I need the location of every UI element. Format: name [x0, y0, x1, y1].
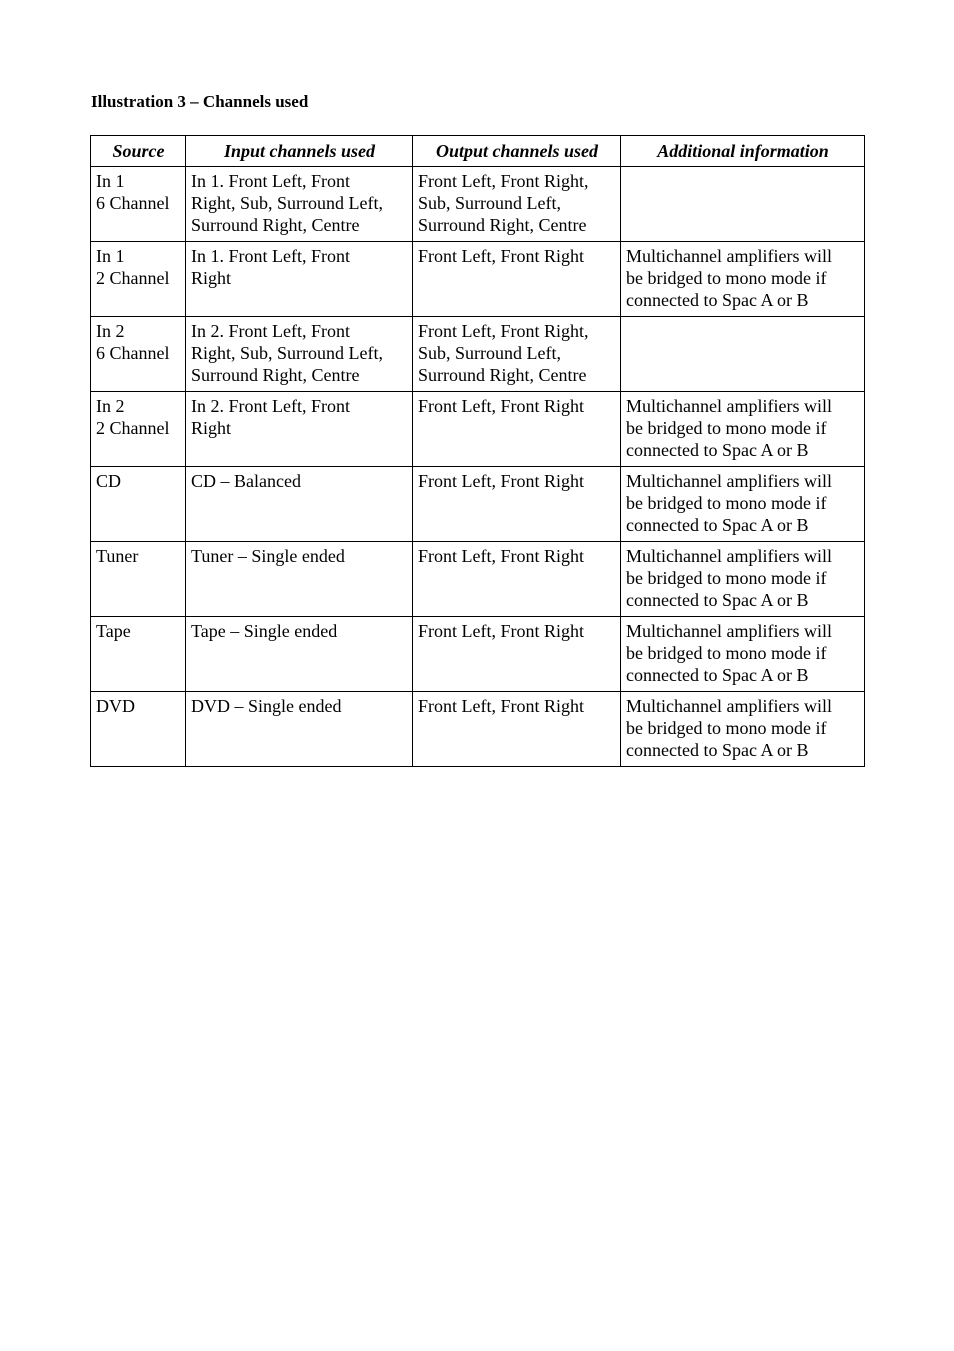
cell-input-channels-line: Right, Sub, Surround Left,: [191, 193, 383, 213]
cell-source: [91, 692, 186, 767]
cell-input-channels: [186, 617, 413, 692]
cell-input-channels-line: DVD – Single ended: [191, 696, 342, 716]
cell-source-line: 6 Channel: [96, 193, 170, 213]
cell-output-channels-line: Sub, Surround Left,: [418, 343, 561, 363]
table-row: [91, 317, 865, 392]
cell-source-line: 6 Channel: [96, 343, 170, 363]
cell-input-channels-line: In 1. Front Left, Front: [191, 246, 350, 266]
cell-additional-information-line: connected to Spac A or B: [626, 740, 809, 760]
cell-input-channels-line: In 2. Front Left, Front: [191, 321, 350, 341]
cell-additional-information-line: connected to Spac A or B: [626, 665, 809, 685]
cell-additional-information: [621, 392, 865, 467]
cell-output-channels-line: Front Left, Front Right,: [418, 171, 589, 191]
cell-additional-information-line: Multichannel amplifiers will: [626, 621, 832, 641]
cell-additional-information-line: be bridged to mono mode if: [626, 268, 827, 288]
cell-input-channels-line: Right, Sub, Surround Left,: [191, 343, 383, 363]
cell-additional-information-line: connected to Spac A or B: [626, 290, 809, 310]
header-output-channels: Output channels used: [413, 136, 621, 167]
cell-source-line: Tape: [96, 621, 131, 641]
cell-source: [91, 467, 186, 542]
cell-output-channels: [413, 692, 621, 767]
cell-input-channels: [186, 692, 413, 767]
cell-input-channels: [186, 242, 413, 317]
cell-source-line: Tuner: [96, 546, 139, 566]
table-row: [91, 617, 865, 692]
cell-additional-information: [621, 167, 865, 242]
cell-input-channels-line: CD – Balanced: [191, 471, 301, 491]
cell-input-channels: [186, 167, 413, 242]
cell-additional-information: [621, 692, 865, 767]
cell-output-channels: [413, 617, 621, 692]
cell-additional-information-line: Multichannel amplifiers will: [626, 396, 832, 416]
cell-output-channels-line: Sub, Surround Left,: [418, 193, 561, 213]
cell-additional-information-line: be bridged to mono mode if: [626, 418, 827, 438]
cell-output-channels: [413, 317, 621, 392]
header-additional-information: Additional information: [621, 136, 865, 167]
cell-source: [91, 617, 186, 692]
table-row: [91, 467, 865, 542]
header-source: Source: [91, 136, 186, 167]
table-row: [91, 692, 865, 767]
cell-source-line: In 2: [96, 396, 125, 416]
table-row: [91, 542, 865, 617]
cell-input-channels-line: Right: [191, 418, 232, 438]
cell-additional-information-line: Multichannel amplifiers will: [626, 546, 832, 566]
cell-output-channels: [413, 467, 621, 542]
cell-output-channels-line: Front Left, Front Right: [418, 246, 584, 266]
table-row: [91, 392, 865, 467]
cell-input-channels-line: Surround Right, Centre: [191, 215, 360, 235]
cell-additional-information-line: be bridged to mono mode if: [626, 568, 827, 588]
cell-output-channels: [413, 542, 621, 617]
cell-output-channels-line: Surround Right, Centre: [418, 215, 587, 235]
cell-source-line: In 1: [96, 246, 125, 266]
cell-source-line: 2 Channel: [96, 268, 170, 288]
cell-output-channels-line: Front Left, Front Right: [418, 621, 584, 641]
cell-source: [91, 242, 186, 317]
cell-additional-information: [621, 317, 865, 392]
cell-source: [91, 542, 186, 617]
cell-source-line: DVD: [96, 696, 135, 716]
cell-additional-information-line: Multichannel amplifiers will: [626, 246, 832, 266]
table-row: [91, 242, 865, 317]
cell-additional-information-line: be bridged to mono mode if: [626, 643, 827, 663]
cell-input-channels-line: In 2. Front Left, Front: [191, 396, 350, 416]
table-row: [91, 167, 865, 242]
cell-additional-information-line: Multichannel amplifiers will: [626, 696, 832, 716]
cell-source-line: In 2: [96, 321, 125, 341]
cell-source-line: CD: [96, 471, 122, 491]
cell-additional-information-line: connected to Spac A or B: [626, 440, 809, 460]
cell-input-channels: [186, 392, 413, 467]
page-title: Illustration 3 – Channels used: [91, 92, 309, 111]
cell-source-line: 2 Channel: [96, 418, 170, 438]
cell-input-channels-line: Right: [191, 268, 232, 288]
cell-input-channels-line: Tuner – Single ended: [191, 546, 345, 566]
cell-input-channels-line: Surround Right, Centre: [191, 365, 360, 385]
cell-output-channels: [413, 242, 621, 317]
cell-additional-information-line: be bridged to mono mode if: [626, 718, 827, 738]
cell-additional-information: [621, 467, 865, 542]
cell-additional-information-line: connected to Spac A or B: [626, 590, 809, 610]
cell-output-channels-line: Front Left, Front Right: [418, 471, 584, 491]
cell-additional-information: [621, 242, 865, 317]
channels-table: [90, 135, 865, 767]
cell-source-line: In 1: [96, 171, 125, 191]
cell-additional-information: [621, 542, 865, 617]
cell-output-channels-line: Surround Right, Centre: [418, 365, 587, 385]
cell-output-channels-line: Front Left, Front Right: [418, 396, 584, 416]
cell-source: [91, 317, 186, 392]
cell-output-channels-line: Front Left, Front Right,: [418, 321, 589, 341]
cell-source: [91, 392, 186, 467]
cell-additional-information-line: connected to Spac A or B: [626, 515, 809, 535]
cell-additional-information-line: Multichannel amplifiers will: [626, 471, 832, 491]
cell-input-channels: [186, 467, 413, 542]
table-header-row: [91, 136, 865, 167]
cell-additional-information-line: be bridged to mono mode if: [626, 493, 827, 513]
header-input-channels: Input channels used: [186, 136, 413, 167]
cell-output-channels: [413, 167, 621, 242]
cell-input-channels-line: Tape – Single ended: [191, 621, 338, 641]
cell-output-channels-line: Front Left, Front Right: [418, 546, 584, 566]
cell-output-channels: [413, 392, 621, 467]
cell-output-channels-line: Front Left, Front Right: [418, 696, 584, 716]
cell-additional-information: [621, 617, 865, 692]
cell-input-channels: [186, 317, 413, 392]
cell-source: [91, 167, 186, 242]
cell-input-channels-line: In 1. Front Left, Front: [191, 171, 350, 191]
cell-input-channels: [186, 542, 413, 617]
table-body: [91, 167, 865, 767]
